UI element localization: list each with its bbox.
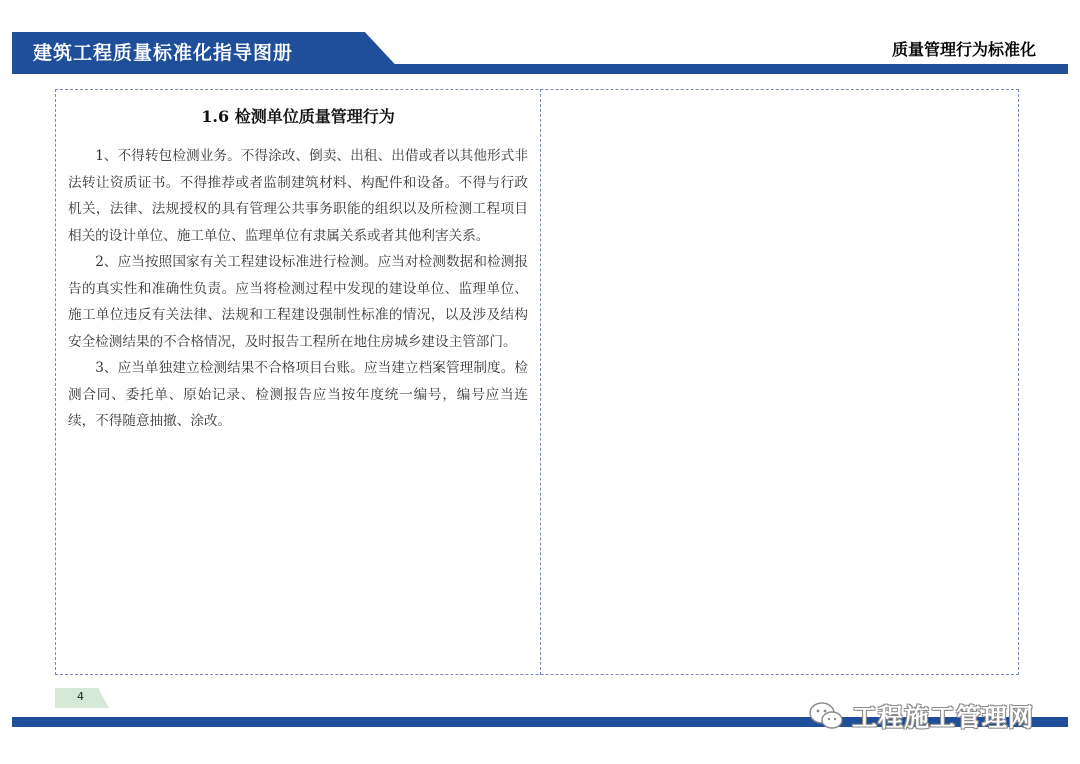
column-divider [540,89,541,675]
paragraph-3: 3、应当单独建立检测结果不合格项目台账。应当建立档案管理制度。检测合同、委托单、原始记录、检测报告应当按年度统一编号，编号应当连续，不得随意抽撤、涂改。 [68,360,528,429]
left-column [68,98,528,435]
document-title: 建筑工程质量标准化指导图册 [33,42,294,64]
page-number: 4 [77,690,84,703]
wechat-icon [808,701,844,731]
header-bar [12,64,1068,74]
page-header [0,0,1080,80]
watermark [808,696,1034,736]
watermark-text: 工程施工管理网 [852,703,1035,732]
paragraph-1: 1、不得转包检测业务。不得涂改、倒卖、出租、出借或者以其他形式非法转让资质证书。不得推荐或者监制建筑材料、构配件和设备。不得与行政机关，法律、法规授权的具有管理公共事务职能的组织以及所检测工程项目相关的设计单位、施工单位、监理单位有隶属关系或者其他利害关系。 [68,148,528,244]
chapter-title: 质量管理行为标准化 [891,40,1036,59]
paragraph-2: 2、应当按照国家有关工程建设标准进行检测。应当对检测数据和检测报告的真实性和准确性负责。应当将检测过程中发现的建设单位、监理单位、施工单位违反有关法律、法规和工程建设强制性标准的情况，以及涉及结构安全检测结果的不合格情况，及时报告工程所在地住房城乡建设主管部门。 [68,254,528,350]
section-title: 1.6 检测单位质量管理行为 [201,107,395,126]
